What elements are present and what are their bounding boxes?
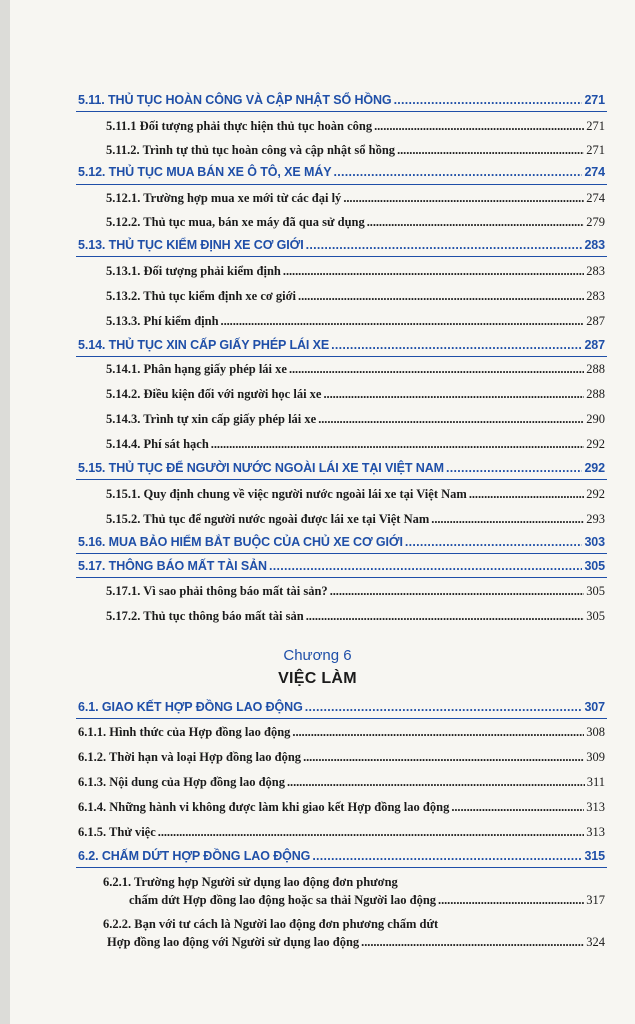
toc-page-number: 315 bbox=[584, 849, 605, 863]
page-gutter-shadow bbox=[0, 0, 10, 1024]
toc-entry-label: 5.14. THỦ TỤC XIN CẤP GIẤY PHÉP LÁI XE bbox=[78, 338, 330, 352]
toc-page-number: 288 bbox=[586, 362, 605, 376]
toc-page-number: 287 bbox=[584, 338, 605, 352]
toc-section bbox=[78, 535, 605, 549]
toc-entry-label: 6.1.4. Những hành vi không được làm khi giao kết Hợp đồng lao động bbox=[78, 800, 450, 814]
section-rule bbox=[76, 867, 607, 868]
section-rule bbox=[76, 553, 607, 554]
toc-page-number: 283 bbox=[586, 264, 605, 278]
section-rule bbox=[76, 111, 607, 112]
toc-entry-label: 6.1. GIAO KẾT HỢP ĐỒNG LAO ĐỘNG bbox=[78, 700, 303, 714]
toc-entry-label: 5.11. THỦ TỤC HOÀN CÔNG VÀ CẬP NHẬT SỔ HỒNG bbox=[78, 93, 392, 107]
toc-entry-label: 5.17.2. Thủ tục thông báo mất tài sản bbox=[106, 609, 304, 623]
toc-page-number: 305 bbox=[586, 609, 605, 623]
toc-entry-label: 5.13.1. Đối tượng phải kiểm định bbox=[106, 264, 281, 278]
toc-entry-label: 5.15.2. Thủ tục để người nước ngoài được lái xe tại Việt Nam bbox=[106, 512, 430, 526]
toc-subentry bbox=[103, 875, 605, 908]
section-rule bbox=[76, 479, 607, 480]
toc-subentry bbox=[106, 412, 605, 427]
toc-entry-label: 6.2.1. Trường hợp Người sử dụng lao động đơn phương bbox=[103, 875, 398, 889]
toc-page-number: 313 bbox=[586, 825, 605, 839]
toc-subentry bbox=[106, 215, 605, 230]
toc-entry-label: 5.14.3. Trình tự xin cấp giấy phép lái xe bbox=[106, 412, 317, 426]
toc-entry-label: 5.16. MUA BẢO HIỂM BẮT BUỘC CỦA CHỦ XE CƠ GIỚI bbox=[78, 535, 403, 549]
toc-subentry bbox=[106, 289, 605, 304]
toc-page-number: 292 bbox=[586, 437, 605, 451]
toc-entry-label: 5.13. THỦ TỤC KIỂM ĐỊNH XE CƠ GIỚI bbox=[78, 238, 304, 252]
toc-page-number: 324 bbox=[586, 935, 605, 949]
toc-page-number: 274 bbox=[584, 165, 605, 179]
toc-subentry bbox=[106, 191, 605, 206]
toc-page-number: 288 bbox=[586, 387, 605, 401]
toc-section bbox=[78, 461, 605, 475]
toc-entry-label: 5.12.2. Thủ tục mua, bán xe máy đã qua sử dụng bbox=[106, 215, 365, 229]
toc-subentry bbox=[106, 143, 605, 158]
section-rule bbox=[76, 184, 607, 185]
toc-page-number: 303 bbox=[584, 535, 605, 549]
toc-page-number: 283 bbox=[586, 289, 605, 303]
toc-entry-label: 5.11.1 Đối tượng phải thực hiện thủ tục hoàn công bbox=[106, 119, 373, 133]
toc-entry-label: 6.1.3. Nội dung của Hợp đồng lao động bbox=[78, 775, 285, 789]
toc-subentry bbox=[106, 609, 605, 624]
toc-entry-label: 5.15. THỦ TỤC ĐỂ NGƯỜI NƯỚC NGOÀI LÁI XE TẠI VIỆT NAM bbox=[78, 461, 444, 475]
toc-subentry bbox=[106, 387, 605, 402]
toc-entry-label: 5.14.1. Phân hạng giấy phép lái xe bbox=[106, 362, 287, 376]
toc-page-number: 274 bbox=[586, 191, 605, 205]
toc-section bbox=[78, 338, 605, 352]
toc-page-number: 292 bbox=[584, 461, 605, 475]
toc-entry-label: 5.15.1. Quy định chung về việc người nước ngoài lái xe tại Việt Nam bbox=[106, 487, 467, 501]
chapter-title: VIỆC LÀM bbox=[278, 670, 357, 687]
toc-section bbox=[78, 238, 605, 252]
toc-subentry bbox=[106, 512, 605, 527]
toc-page-number: 311 bbox=[586, 775, 605, 789]
toc-page-number: 309 bbox=[586, 750, 605, 764]
toc-subentry bbox=[106, 437, 605, 452]
toc-subentry bbox=[106, 584, 605, 599]
toc-subentry bbox=[78, 750, 605, 765]
toc-page-number: 313 bbox=[586, 800, 605, 814]
section-rule bbox=[76, 718, 607, 719]
toc-subentry bbox=[78, 800, 605, 815]
section-rule bbox=[76, 256, 607, 257]
toc-subentry bbox=[103, 917, 605, 950]
toc-page-number: 287 bbox=[586, 314, 605, 328]
toc-page-number: 317 bbox=[586, 893, 605, 907]
toc-entry-label: 6.1.1. Hình thức của Hợp đồng lao động bbox=[78, 725, 291, 739]
toc-page-number: 305 bbox=[586, 584, 605, 598]
toc-section bbox=[78, 849, 605, 863]
toc-section bbox=[78, 165, 605, 179]
toc-section bbox=[78, 93, 605, 107]
toc-section bbox=[78, 559, 605, 573]
toc-entry-label-cont: Hợp đồng lao động với Người sử dụng lao động bbox=[107, 935, 360, 949]
toc-subentry bbox=[106, 264, 605, 279]
toc-entry-label: 5.14.2. Điều kiện đối với người học lái xe bbox=[106, 387, 322, 401]
toc-page-number: 307 bbox=[584, 700, 605, 714]
toc-page-number: 271 bbox=[586, 119, 605, 133]
toc-page-number: 283 bbox=[584, 238, 605, 252]
toc-entry-label: 6.1.2. Thời hạn và loại Hợp đồng lao động bbox=[78, 750, 302, 764]
toc-subentry bbox=[106, 487, 605, 502]
toc-subentry bbox=[78, 725, 605, 740]
toc-entry-label: 5.13.3. Phí kiểm định bbox=[106, 314, 219, 328]
section-rule bbox=[76, 577, 607, 578]
toc-entry-label: 5.17.1. Vì sao phải thông báo mất tài sản? bbox=[106, 584, 328, 598]
toc-entry-label: 5.17. THÔNG BÁO MẤT TÀI SẢN bbox=[78, 559, 267, 573]
toc-entry-label: 5.12.1. Trường hợp mua xe mới từ các đại lý bbox=[106, 191, 342, 205]
toc-entry-label: 5.13.2. Thủ tục kiểm định xe cơ giới bbox=[106, 289, 297, 303]
toc-page-number: 279 bbox=[586, 215, 605, 229]
toc-subentry bbox=[106, 119, 605, 134]
toc-subentry bbox=[106, 362, 605, 377]
toc-page-number: 271 bbox=[586, 143, 605, 157]
toc-subentry bbox=[106, 314, 605, 329]
toc-page-number: 293 bbox=[586, 512, 605, 526]
toc-page-number: 305 bbox=[584, 559, 605, 573]
toc-entry-label: 6.1.5. Thử việc bbox=[78, 825, 156, 839]
toc-section bbox=[78, 700, 605, 714]
toc-page-number: 308 bbox=[586, 725, 605, 739]
toc-page-number: 292 bbox=[586, 487, 605, 501]
toc-entry-label: 6.2. CHẤM DỨT HỢP ĐỒNG LAO ĐỘNG bbox=[78, 849, 311, 863]
section-rule bbox=[76, 356, 607, 357]
toc-subentry bbox=[78, 825, 605, 840]
chapter-label: Chương 6 bbox=[283, 647, 352, 664]
toc-subentry bbox=[78, 775, 605, 790]
toc-page-number: 271 bbox=[584, 93, 605, 107]
toc-entry-label: 6.2.2. Bạn với tư cách là Người lao động đơn phương chấm dứt bbox=[103, 917, 439, 931]
toc-entry-label-cont: chấm dứt Hợp đồng lao động hoặc sa thải Người lao động bbox=[129, 893, 437, 907]
toc-entry-label: 5.11.2. Trình tự thủ tục hoàn công và cập nhật sổ hồng bbox=[106, 143, 396, 157]
toc-page-number: 290 bbox=[586, 412, 605, 426]
toc-entry-label: 5.14.4. Phí sát hạch bbox=[106, 437, 209, 451]
toc-entry-label: 5.12. THỦ TỤC MUA BÁN XE Ô TÔ, XE MÁY bbox=[78, 165, 332, 179]
